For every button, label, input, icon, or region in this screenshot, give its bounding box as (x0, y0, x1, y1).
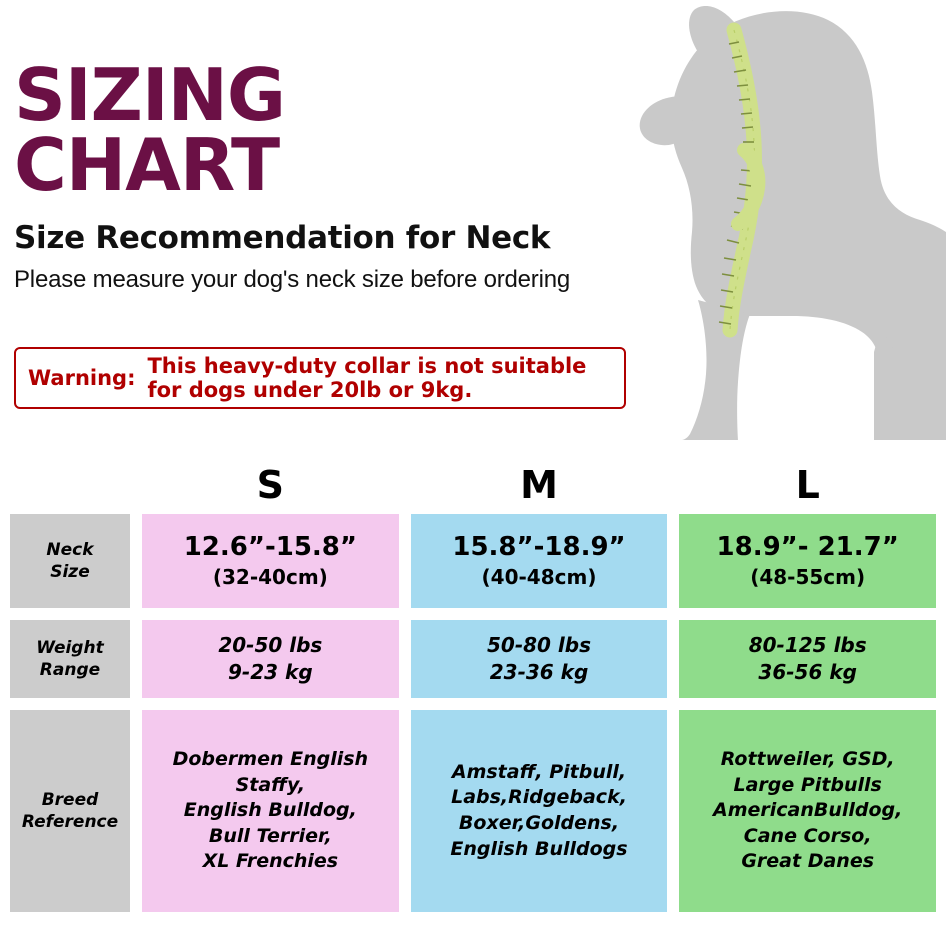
warning-label: Warning: (28, 366, 136, 390)
breed-line: Large Pitbulls (733, 773, 882, 796)
cell-value-sub: 9-23 kg (228, 660, 313, 684)
breed-line: Amstaff, Pitbull, (451, 760, 627, 783)
cell-value-sub: (32-40cm) (212, 565, 328, 590)
row-label-weight-range (10, 620, 130, 698)
size-label-l: L (795, 463, 820, 507)
row-label-breed-reference (10, 710, 130, 912)
row-label-line1: Breed (41, 789, 99, 810)
breed-line: Bull Terrier, (208, 824, 332, 847)
breed-line: Cane Corso, (743, 824, 872, 847)
size-header-l (679, 462, 936, 508)
cell-neck-m (411, 514, 668, 608)
warning-box (14, 347, 626, 409)
cell-weight-s (142, 620, 399, 698)
instruction-text: Please measure your dog's neck size before ordering (14, 266, 571, 294)
breed-line: Staffy, (235, 773, 306, 796)
cell-breed-s (142, 710, 399, 912)
warning-text-line2: for dogs under 20lb or 9kg. (147, 378, 473, 402)
row-label-line2: Range (39, 660, 101, 680)
size-label-s: S (256, 463, 285, 507)
breed-line: XL Frenchies (202, 850, 339, 873)
row-label-neck-size (10, 514, 130, 608)
cell-value-main: 18.9”- 21.7” (716, 531, 899, 562)
row-label-line2: Size (50, 562, 90, 582)
cell-value-main: 20-50 lbs (218, 633, 323, 657)
cell-value-main: 12.6”-15.8” (183, 531, 357, 562)
warning-text (135, 354, 586, 402)
cell-value-sub: 36-56 kg (758, 660, 857, 684)
cell-value-main: 50-80 lbs (487, 633, 592, 657)
table-header-row (10, 462, 936, 508)
breed-line: Rottweiler, GSD, (720, 747, 895, 770)
sizing-table (10, 462, 936, 924)
table-row (10, 620, 936, 698)
dog-silhouette-icon (640, 6, 946, 440)
cell-value-main: 80-125 lbs (748, 633, 867, 657)
cell-weight-m (411, 620, 668, 698)
cell-value-main: 15.8”-18.9” (452, 531, 626, 562)
row-label-line2: Reference (21, 812, 119, 832)
table-row (10, 514, 936, 608)
cell-value-sub: (40-48cm) (481, 565, 597, 590)
cell-weight-l (679, 620, 936, 698)
cell-breed-l (679, 710, 936, 912)
cell-breed-m (411, 710, 668, 912)
breed-line: English Bulldogs (450, 837, 628, 860)
row-label-line1: Weight (36, 637, 104, 658)
table-row (10, 710, 936, 912)
page-title-line1: SIZING (14, 53, 285, 137)
breed-line: Great Danes (741, 850, 875, 873)
header (14, 53, 674, 294)
cell-value-sub: (48-55cm) (750, 565, 866, 590)
cell-neck-s (142, 514, 399, 608)
cell-neck-l (679, 514, 936, 608)
breed-line: Dobermen English (172, 747, 369, 770)
size-label-m: M (520, 463, 558, 507)
page-title-line2: CHART (14, 123, 280, 208)
breed-line: Labs,Ridgeback, (451, 786, 627, 809)
breed-line: AmericanBulldog, (712, 799, 903, 822)
row-label-line1: Neck (46, 539, 94, 560)
size-header-m (411, 462, 668, 508)
subtitle: Size Recommendation for Neck (14, 220, 551, 257)
breed-line: Boxer,Goldens, (458, 812, 620, 834)
measuring-tape-icon (719, 30, 758, 330)
cell-value-sub: 23-36 kg (489, 660, 589, 684)
warning-text-line1: This heavy-duty collar is not suitable (147, 353, 587, 378)
breed-line: English Bulldog, (183, 799, 357, 822)
table-corner-spacer (10, 462, 130, 508)
size-header-s (142, 462, 399, 508)
